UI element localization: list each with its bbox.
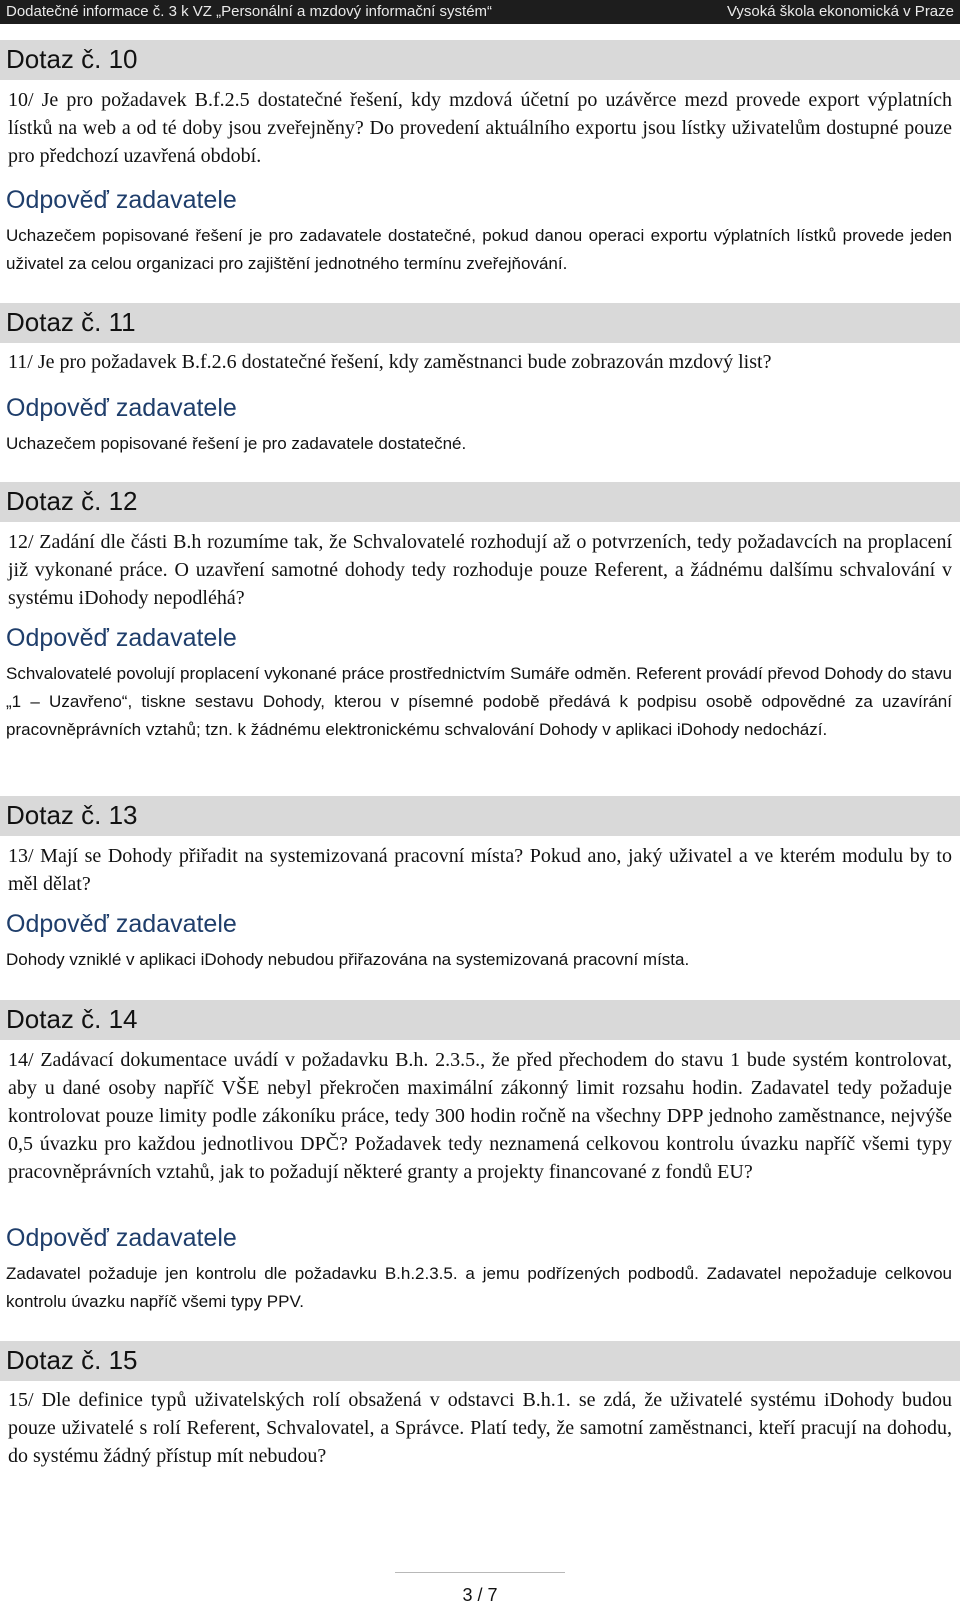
- answer-heading: Odpověď zadavatele: [6, 1224, 237, 1252]
- question-title: Dotaz č. 15: [6, 1345, 138, 1375]
- question-text: 12/ Zadání dle části B.h rozumíme tak, že Schvalovatelé rozhodují až o potvrzeních, tedy požadavcích na proplacení již vykonané práce. O uzavření samotné dohody tedy rozhoduje pouze Referent, a žádnému dalšímu schvalování v systému iDohody nepodléhá?: [8, 531, 952, 609]
- answer-heading: Odpověď zadavatele: [6, 910, 237, 938]
- answer-text: Zadavatel požaduje jen kontrolu dle požadavku B.h.2.3.5. a jemu podřízených podbodů. Zadavatel nepožaduje celkovou kontrolu úvazku napříč všemi typy PPV.: [6, 1264, 952, 1311]
- answer-heading: Odpověď zadavatele: [6, 394, 237, 422]
- question-heading-band: [0, 1000, 960, 1040]
- question-heading-band: [0, 796, 960, 836]
- document-header: [0, 0, 960, 24]
- question-title: Dotaz č. 12: [6, 486, 138, 516]
- question-title: Dotaz č. 10: [6, 44, 138, 74]
- question-heading-band: [0, 303, 960, 343]
- question-heading-band: [0, 40, 960, 80]
- question-text: 14/ Zadávací dokumentace uvádí v požadavku B.h. 2.3.5., že před přechodem do stavu 1 bude systém kontrolovat, aby u dané osoby napříč VŠE nebyl překročen maximální zákonný limit rozsahu hodin. Zadavatel tedy požaduje kontrolovat pouze limity podle zákoníku práce, tedy 300 hodin ročně na všechny DPP jednoho zaměstnance, nejvýše 0,5 úvazku pro každou jednotlivou DPČ? Požadavek tedy neznamená celkovou kontrolu úvazku napříč všemi typy pracovněprávních vztahů, jak to požadují některé granty a projekty financované z fondů EU?: [8, 1049, 952, 1183]
- question-title: Dotaz č. 14: [6, 1004, 138, 1034]
- question-text: 13/ Mají se Dohody přiřadit na systemizovaná pracovní místa? Pokud ano, jaký uživatel a ve kterém modulu by to měl dělat?: [8, 845, 952, 895]
- question-text: 10/ Je pro požadavek B.f.2.5 dostatečné řešení, kdy mzdová účetní po uzávěrce mezd provede export výplatních lístků na web a od té doby jsou zveřejněny? Do provedení aktuálního exportu jsou lístky uživatelům dostupné pouze pro předchozí uzavřená období.: [8, 89, 952, 167]
- answer-heading: Odpověď zadavatele: [6, 624, 237, 652]
- header-title: Dodatečné informace č. 3 k VZ „Personální a mzdový informační systém“: [6, 3, 493, 20]
- answer-text: Schvalovatelé povolují proplacení vykonané práce prostřednictvím Sumáře odměn. Referent provádí převod Dohody do stavu „1 – Uzavřeno“, tiskne sestavu Dohody, kterou v písemné podobě předává k podpisu osobě odpovědné za uzavírání pracovněprávních vztahů; tzn. k žádnému elektronickému schvalování Dohody v aplikaci iDohody nedochází.: [6, 664, 952, 739]
- question-heading-band: [0, 482, 960, 522]
- question-title: Dotaz č. 11: [6, 307, 136, 337]
- footer-divider: [395, 1572, 565, 1573]
- answer-text: Dohody vzniklé v aplikaci iDohody nebudou přiřazována na systemizovaná pracovní místa.: [6, 950, 690, 969]
- question-text: 15/ Dle definice typů uživatelských rolí obsažená v odstavci B.h.1. se zdá, že uživatelé systému iDohody budou pouze uživatelé s rolí Referent, Schvalovatel, a Správce. Platí tedy, že samotní zaměstnanci, kteří pracují na dohodu, do systému žádný přístup mít nebudou?: [8, 1389, 952, 1467]
- answer-text: Uchazečem popisované řešení je pro zadavatele dostatečné.: [6, 434, 467, 453]
- answer-text: Uchazečem popisované řešení je pro zadavatele dostatečné, pokud danou operaci exportu výplatních lístků provede jeden uživatel za celou organizaci pro zajištění jednotného termínu zveřejňování.: [6, 226, 952, 273]
- answer-heading: Odpověď zadavatele: [6, 186, 237, 214]
- question-text: 11/ Je pro požadavek B.f.2.6 dostatečné řešení, kdy zaměstnanci bude zobrazován mzdový list?: [8, 351, 772, 373]
- question-heading-band: [0, 1341, 960, 1381]
- page-number: 3 / 7: [462, 1585, 498, 1605]
- header-organization: Vysoká škola ekonomická v Praze: [726, 3, 954, 20]
- question-title: Dotaz č. 13: [6, 800, 138, 830]
